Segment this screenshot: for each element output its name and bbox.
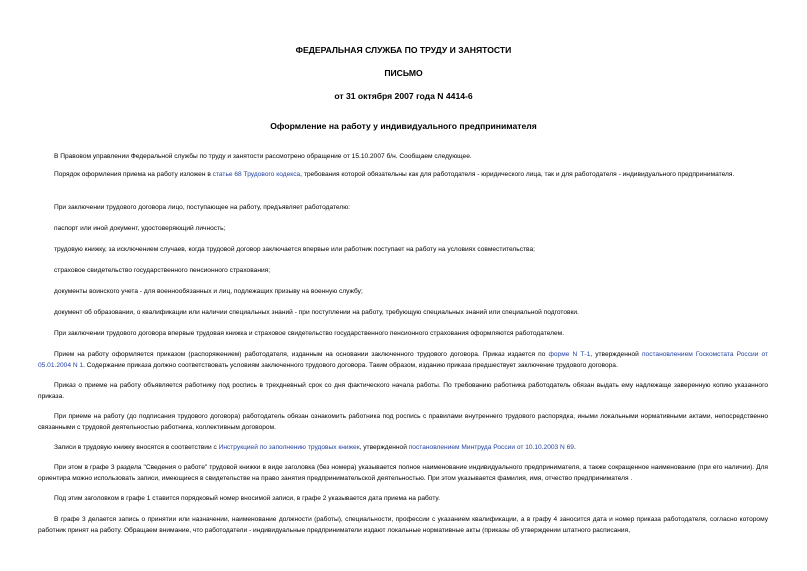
list-item-work-book: трудовую книжку, за исключением случаев, когда трудовой договор заключается впервые или работник поступает на работу на условиях совместительства; (54, 246, 535, 253)
document-date-number: от 31 октября 2007 года N 4414-6 (334, 91, 473, 101)
paragraph-5-text-a: Прием на работу оформляется приказом (распоряжением) работодателя, изданным на основании заключенного трудового договора. Приказ издается по (54, 351, 549, 358)
document-subject: Оформление на работу у индивидуального предпринимателя (270, 121, 537, 131)
link-mintrud-resolution[interactable]: постановлением Минтруда России от 10.10.2003 N 69 (408, 444, 574, 451)
paragraph-5-text-b: , утвержденной (590, 351, 642, 358)
paragraph-2-text-b: , требования которой обязательны как для работодателя - юридического лица, так и для работодателя - индивидуального предпринимателя. (300, 171, 735, 178)
link-goskomstat-resolution[interactable]: постановлением Госкомстата России от 05.01.2004 N 1 (38, 351, 768, 369)
document-type: ПИСЬМО (384, 68, 423, 78)
link-form-t1[interactable]: форме N Т-1 (548, 351, 591, 358)
agency-title: ФЕДЕРАЛЬНАЯ СЛУЖБА ПО ТРУДУ И ЗАНЯТОСТИ (295, 45, 512, 55)
paragraph-2 (38, 170, 768, 181)
list-item-passport: паспорт или иной документ, удостоверяющий личность; (54, 225, 226, 232)
link-work-book-instruction[interactable]: Инструкцией по заполнению трудовых книжек (218, 444, 360, 451)
paragraph-8-text-a: Записи в трудовую книжку вносятся в соответствии с (54, 444, 219, 451)
list-item-education-document: документ об образовании, о квалификации или наличии специальных знаний - при поступлении на работу, требующую специальных знаний или специальной подготовки. (54, 309, 579, 316)
paragraph-11: В графе 3 делается запись о принятии или назначении, наименование должности (работы), специальности, профессии с указанием квалификации, а в графу 4 заносится дата и номер приказа работодателя, согласно которому работник принят на работу. Обращаем внимание, что работодатели - индивидуальные предприниматели издают локальные нормативные акты (приказы об утверждении штатного расписания, (38, 516, 768, 534)
paragraph-8 (38, 443, 768, 454)
list-item-pension-certificate: страховое свидетельство государственного пенсионного страхования; (54, 267, 271, 274)
paragraph-5-text-c: . Содержание приказа должно соответствовать условиям заключенного трудового договора. Таким образом, изданию приказа предшествует заключение трудового договора. (83, 361, 618, 369)
paragraph-6: Приказ о приеме на работу объявляется работнику под роспись в трехдневный срок со дня фактического начала работы. По требованию работника работодатель обязан выдать ему надлежаще заверенную копию указанного приказа. (38, 382, 768, 400)
paragraph-7: При приеме на работу (до подписания трудового договора) работодатель обязан ознакомить работника под роспись с правилами внутреннего трудового распорядка, иными локальными нормативными актами, непосредственно связанными с трудовой деятельностью работника, коллективным договором. (38, 413, 768, 431)
paragraph-2-text-a: Порядок оформления приема на работу изложен в (54, 171, 213, 178)
paragraph-4: При заключении трудового договора впервые трудовая книжка и страховое свидетельство государственного пенсионного страхования оформляются работодателем. (54, 330, 565, 337)
link-article-68[interactable]: статье 68 Трудового кодекса (212, 171, 301, 178)
paragraph-8-text-b: , утвержденной (359, 444, 409, 451)
paragraph-10: Под этим заголовком в графе 1 ставится порядковый номер вносимой записи, в графе 2 указывается дата приема на работу. (54, 495, 440, 502)
paragraph-5 (38, 350, 768, 371)
list-item-military-documents: документы воинского учета - для военнообязанных и лиц, подлежащих призыву на военную службу; (54, 288, 363, 295)
paragraph-3: При заключении трудового договора лицо, поступающее на работу, предъявляет работодателю: (54, 204, 350, 211)
paragraph-9: При этом в графе 3 раздела "Сведения о работе" трудовой книжки в виде заголовка (без номера) указывается полное наименование индивидуального предпринимателя, а также сокращенное наименование (при его наличии). Для ориентира можно использовать записи, имеющиеся в свидетельстве на право занятия предпринимательской деятельностью. При этом указывается фамилия, имя, отчество предпринимателя . (38, 464, 768, 482)
paragraph-1: В Правовом управлении Федеральной службы по труду и занятости рассмотрено обращение от 15.10.2007 б/н. Сообщаем следующее. (54, 153, 472, 160)
paragraph-8-text-c: . (573, 444, 576, 451)
